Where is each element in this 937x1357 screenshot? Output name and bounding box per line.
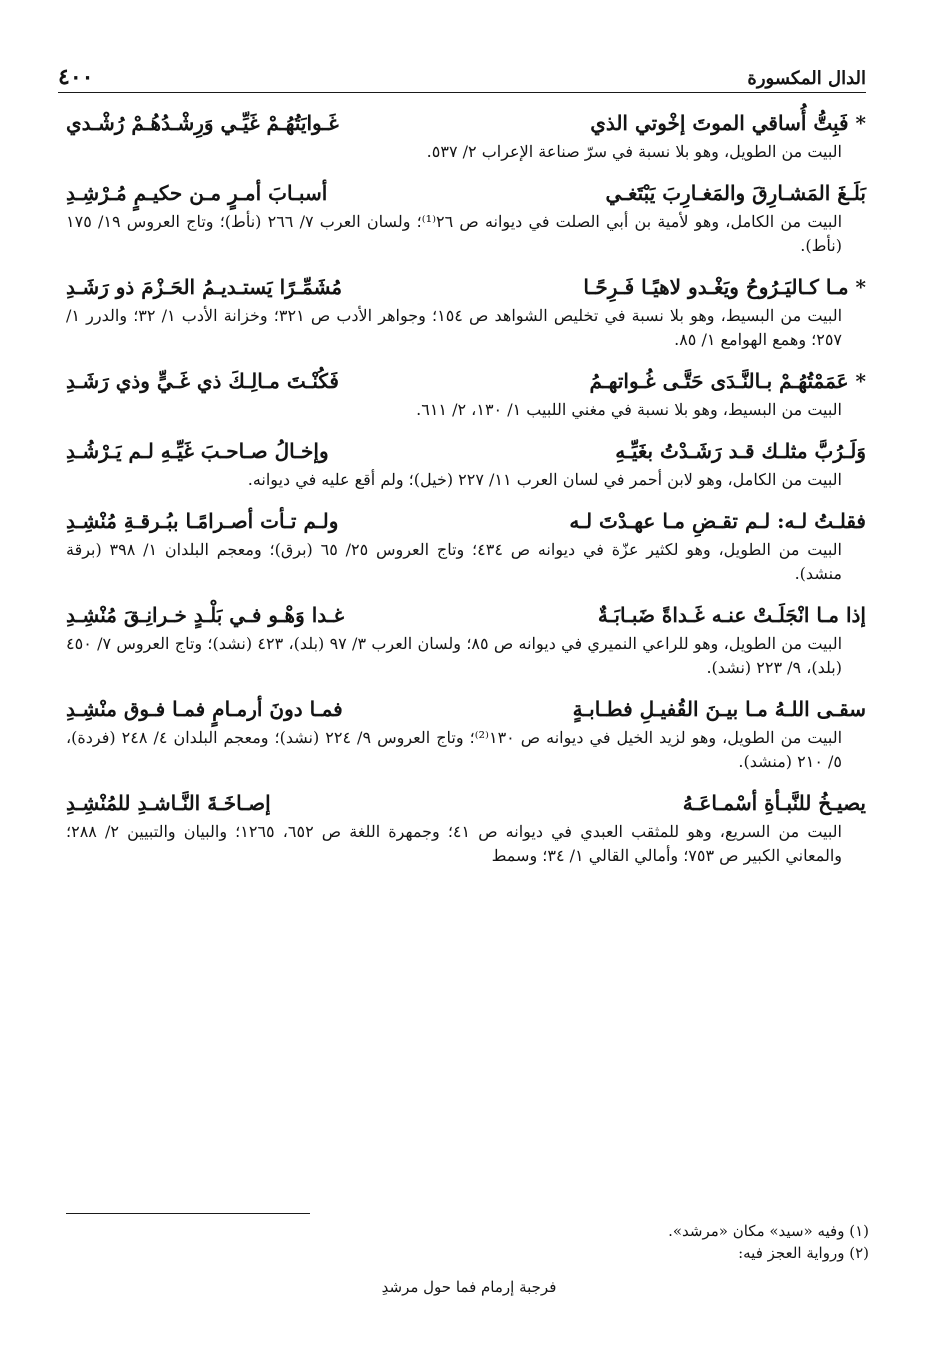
verse-commentary: البيت من الطويل، وهو لزيد الخيل في ديوانه ص ١٣٠⁽²⁾؛ وتاج العروس ٩/ ٢٢٤ (نشد)؛ ومعجم البلدان ٤/ ٢٤٨ (فردة)، ٥/ ٢١٠ (منشد).: [66, 728, 843, 771]
second-hemistich: فَكُنْـتَ مـالِـكَ ذي غَـيٍّ وذي رَشَـدِ: [66, 369, 339, 393]
verse-line: [66, 788, 866, 818]
first-hemistich: يصيـخُ للنَّبـأةِ أسْمـاعَـهُ: [682, 791, 866, 815]
first-hemistich: * فَبِتُّ أُساقي الموتَ إخْوتي الذي: [590, 111, 866, 135]
first-hemistich: فقلـتُ لـه: لـم تقـضِ مـا عهـدْتَ لـه: [569, 509, 866, 533]
verse-line: [66, 178, 866, 208]
first-hemistich: سقـى اللـهُ مـا بيـنَ القُفيـلِ فطـابـةٍ: [572, 697, 866, 721]
verse-commentary: البيت من الكامل، وهو لابن أحمر في لسان العرب ١١/ ٢٢٧ (خيل)؛ ولم أقع عليه في ديوانه.: [247, 470, 842, 489]
verse-entry: [66, 366, 866, 422]
verse-entry: [66, 788, 866, 868]
verse-commentary: البيت من الطويل، وهو بلا نسبة في سرّ صناعة الإعراب ٢/ ٥٣٧.: [426, 142, 842, 161]
footnote-divider: [66, 1213, 310, 1214]
verse-entry: [66, 108, 866, 164]
footnote-2-verse: فرجبة إرمام فما حول مرشدِ: [381, 1278, 557, 1296]
second-hemistich: مُشَمِّـرًا يَستـديـمُ الحَـزْمَ ذو رَشَـدِ: [66, 275, 343, 299]
footnotes: [69, 1220, 869, 1298]
second-hemistich: إصـاخَـةَ النَّـاشـدِ للمُنْشِـدِ: [66, 791, 271, 815]
verse-commentary: البيت من الطويل، وهو لكثير عزّة في ديوانه ص ٤٣٤؛ وتاج العروس ٢٥/ ٦٥ (برق)؛ ومعجم البلدان ١/ ٣٩٨ (برقة منشد).: [66, 540, 842, 583]
first-hemistich: بَلَـغَ المَشـارِقَ والمَغـارِبَ يَبْتَغـي: [605, 181, 866, 205]
verse-line: [66, 272, 866, 302]
first-hemistich: * مـا كـاليَـرُوحُ ويَغْـدو لاهيًـا فَـرِحًـا: [583, 275, 866, 299]
main-text: [66, 108, 866, 882]
verse-line: [66, 108, 866, 138]
footnote-1: (١) وفيه «سيد» مكان «مرشد».: [668, 1222, 869, 1240]
second-hemistich: أسبـابَ أمـرٍ مـن حكيـمٍ مُـرْشِـدِ: [66, 181, 328, 205]
verse-entry: [66, 272, 866, 352]
verse-entry: [66, 600, 866, 680]
verse-commentary: البيت من البسيط، وهو بلا نسبة في مغني اللبيب ١/ ١٣٠، ٢/ ٦١١.: [416, 400, 842, 419]
page-header: [58, 62, 866, 93]
verse-line: [66, 506, 866, 536]
first-hemistich: إذا مـا انْجَلَـتْ عنـه غَـداةً ضَبـابَـةٌ: [597, 603, 866, 627]
second-hemistich: ولـم تـأت أصـرامًـا ببُـرقـةِ مُنْشِـدِ: [66, 509, 339, 533]
second-hemistich: فمـا دونَ أرمـامٍ فمـا فـوق منْشِـدِ: [66, 697, 343, 721]
verse-commentary: البيت من السريع، وهو للمثقب العبدي في ديوانه ص ٤١؛ وجمهرة اللغة ص ٦٥٢، ١٢٦٥؛ والبيان والتبيين ٢/ ٢٨٨؛ والمعاني الكبير ص ٧٥٣؛ وأمالي القالي ١/ ٣٤؛ وسمط: [66, 822, 842, 865]
verse-commentary: البيت من الطويل، وهو للراعي النميري في ديوانه ص ٨٥؛ ولسان العرب ٣/ ٩٧ (بلد)، ٤٢٣ (نشد)؛ وتاج العروس ٧/ ٤٥٠ (بلد)، ٩/ ٢٢٣ (نشد).: [66, 634, 843, 677]
verse-line: [66, 436, 866, 466]
first-hemistich: وَلَـرُبَّ مثلـك قـد رَشَـدْتُ بغَيِّـهِ: [615, 439, 866, 463]
verse-commentary: البيت من البسيط، وهو بلا نسبة في تخليص الشواهد ص ١٥٤؛ وجواهر الأدب ص ٣٢١؛ وخزانة الأدب ١/ ٣٢؛ والدرر ١/ ٢٥٧؛ وهمع الهوامع ١/ ٨٥.: [66, 306, 843, 349]
verse-entry: [66, 178, 866, 258]
verse-entry: [66, 694, 866, 774]
verse-line: [66, 600, 866, 630]
verse-entry: [66, 506, 866, 586]
second-hemistich: غـدا وَهْـو فـي بَلْـدٍ خـرانِـقَ مُنْشِـدِ: [66, 603, 345, 627]
page-number: ٤٠٠: [58, 64, 94, 90]
footnote-2: (٢) ورواية العجز فيه:: [738, 1244, 869, 1262]
verse-line: [66, 366, 866, 396]
verse-entry: [66, 436, 866, 492]
second-hemistich: وإخـالُ صـاحـبَ غَيِّـهِ لـم يَـرْشُـدِ: [66, 439, 329, 463]
running-title: الدال المكسورة: [747, 68, 866, 89]
verse-commentary: البيت من الكامل، وهو لأمية بن أبي الصلت في ديوانه ص ٢٦⁽¹⁾؛ ولسان العرب ٧/ ٢٦٦ (نأط)؛ وتاج العروس ١٩/ ١٧٥ (نأط).: [66, 212, 843, 255]
second-hemistich: غَـوايَتُهُـمْ غَيِّـي وَرِشْـدُهُـمْ رُشْـدي: [66, 111, 339, 135]
verse-line: [66, 694, 866, 724]
first-hemistich: * عَمَمْتُهُـمْ بـالنَّـدَى حَتَّـى غُـواتهـمُ: [589, 369, 866, 393]
